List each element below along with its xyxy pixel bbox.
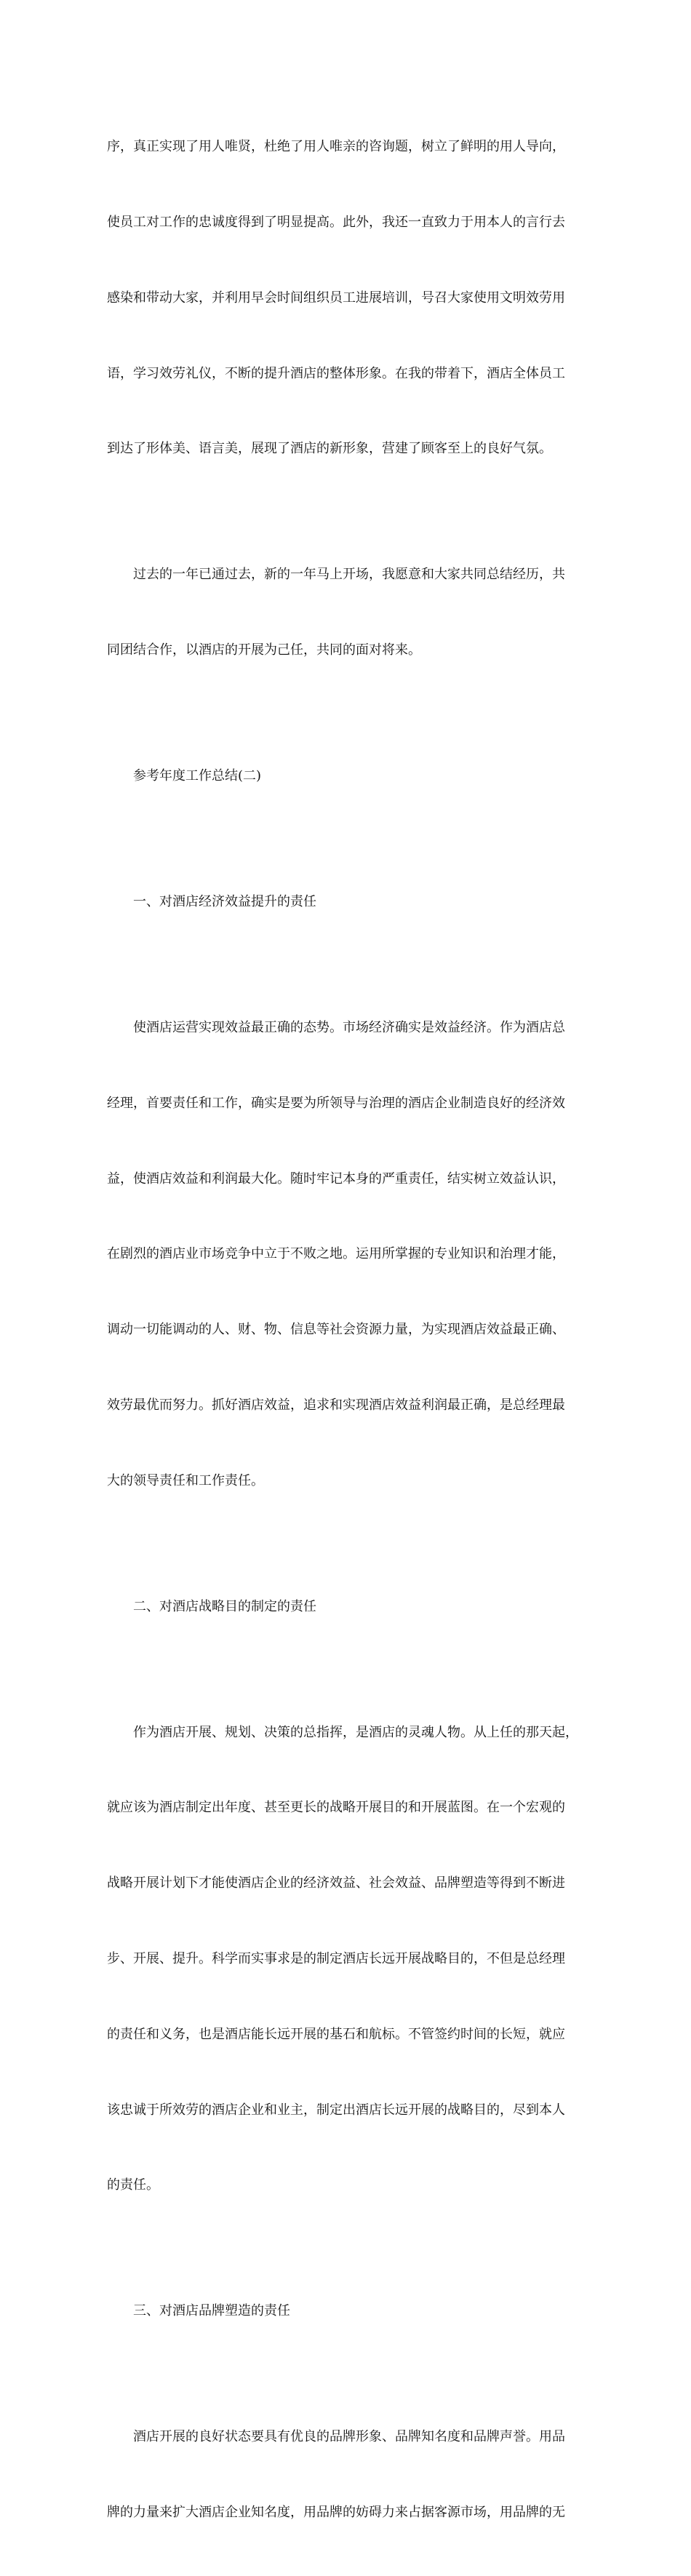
text-line: 参考年度工作总结(二) (133, 768, 262, 784)
text-line: 一、对酒店经济效益提升的责任 (133, 894, 316, 909)
text-line: 的责任。 (107, 2177, 159, 2193)
text-line: 作为酒店开展、规划、决策的总指挥，是酒店的灵魂人物。从上任的那天起， (133, 1724, 578, 1740)
section-title (107, 714, 587, 840)
text-line: 调动一切能调动的人、财、物、信息等社会资源力量，为实现酒店效益最正确、 (107, 1322, 565, 1338)
text-line: 益，使酒店效益和利润最大化。随时牢记本身的严重责任，结实树立效益认识， (107, 1171, 565, 1187)
text-line: 在剧烈的酒店业市场竞争中立于不败之地。运用所掌握的专业知识和治理才能， (107, 1246, 565, 1262)
paragraph-1 (107, 84, 587, 512)
document-body (107, 84, 587, 2576)
text-line: 的责任和义务，也是酒店能长远开展的基石和航标。不管签约时间的长短，就应 (107, 2026, 565, 2042)
text-line: 效劳最优而努力。抓好酒店效益，追求和实现酒店效益利润最正确，是总经理最 (107, 1397, 565, 1413)
text-line: 感染和带动大家，并利用早会时间组织员工进展培训，号召大家使用文明效劳用 (107, 290, 565, 306)
paragraph-3 (107, 965, 587, 1544)
text-line: 大的领导责任和工作责任。 (107, 1472, 264, 1488)
text-line: 步、开展、提升。科学而实事求是的制定酒店长远开展战略目的，不但是总经理 (107, 1950, 565, 1966)
heading-3 (107, 2249, 587, 2374)
paragraph-2 (107, 512, 587, 714)
text-line: 酒店开展的良好状态要具有优良的品牌形象、品牌知名度和品牌声誉。用品 (133, 2429, 565, 2445)
text-line: 同团结合作，以酒店的开展为己任，共同的面对将来。 (107, 642, 421, 658)
text-line: 二、对酒店战略目的制定的责任 (133, 1598, 316, 1614)
paragraph-5 (107, 2374, 587, 2576)
text-line: 牌的力量来扩大酒店企业知名度，用品牌的妨碍力来占据客源市场，用品牌的无 (107, 2505, 565, 2520)
text-line: 战略开展计划下才能使酒店企业的经济效益、社会效益、品牌塑造等得到不断进 (107, 1875, 565, 1891)
text-line: 三、对酒店品牌塑造的责任 (133, 2303, 290, 2319)
text-line: 语，学习效劳礼仪，不断的提升酒店的整体形象。在我的带着下，酒店全体员工 (107, 365, 565, 381)
text-line: 使员工对工作的忠诚度得到了明显提高。此外，我还一直致力于用本人的言行去 (107, 214, 565, 230)
text-line: 序，真正实现了用人唯贤，杜绝了用人唯亲的咨询题，树立了鲜明的用人导向， (107, 139, 565, 155)
heading-2 (107, 1544, 587, 1670)
text-line: 使酒店运营实现效益最正确的态势。市场经济确实是效益经济。作为酒店总 (133, 1019, 565, 1035)
paragraph-4 (107, 1670, 587, 2249)
text-line: 过去的一年已通过去，新的一年马上开场，我愿意和大家共同总结经历，共 (133, 567, 565, 583)
text-line: 经理，首要责任和工作，确实是要为所领导与治理的酒店企业制造良好的经济效 (107, 1095, 565, 1111)
heading-1 (107, 840, 587, 965)
text-line: 就应该为酒店制定出年度、甚至更长的战略开展目的和开展蓝图。在一个宏观的 (107, 1800, 565, 1816)
text-line: 该忠诚于所效劳的酒店企业和业主，制定出酒店长远开展的战略目的，尽到本人 (107, 2102, 565, 2118)
text-line: 到达了形体美、语言美，展现了酒店的新形象，营建了顾客至上的良好气氛。 (107, 441, 552, 457)
